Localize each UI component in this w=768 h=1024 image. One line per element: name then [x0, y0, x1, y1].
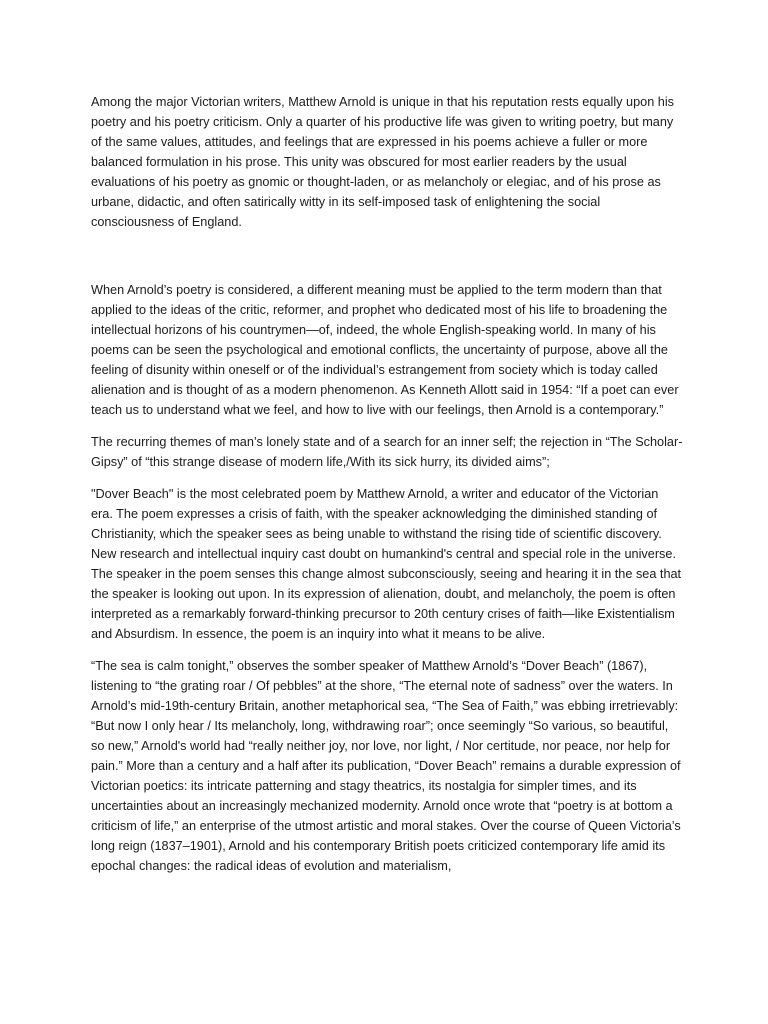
document-body [91, 92, 683, 888]
paragraph-arnold-reputation: Among the major Victorian writers, Matthew Arnold is unique in that his reputation rests equally upon his poetry and his poetry criticism. Only a quarter of his productive life was given to writing poetry, but many of the same values, attitudes, and feelings that are expressed in his poems achieve a fuller or more balanced formulation in his prose. This unity was obscured for most earlier readers by the usual evaluations of his poetry as gnomic or thought-laden, or as melancholy or elegiac, and of his prose as urbane, didactic, and often satirically witty in its self-imposed task of enlightening the social consciousness of England. [91, 95, 674, 229]
paragraph-sea-is-calm: “The sea is calm tonight,” observes the somber speaker of Matthew Arnold’s “Dover Beach” (1867), listening to “the grating roar / Of pebbles” at the shore, “The eternal note of sadness” over the waters. In Arnold’s mid-19th-century Britain, another metaphorical sea, “The Sea of Faith,” was ebbing irretrievably: “But now I only hear / Its melancholy, long, withdrawing roar”; once seemingly “So various, so beautiful, so new,” Arnold's world had “really neither joy, nor love, nor light, / Nor certitude, nor peace, nor help for pain.” More than a century and a half after its publication, “Dover Beach” remains a durable expression of Victorian poetics: its intricate patterning and stagy theatrics, its nostalgia for simpler times, and its uncertainties about an increasingly mechanized modernity. Arnold once wrote that “poetry is at bottom a criticism of life,” an enterprise of the utmost artistic and moral stakes. Over the course of Queen Victoria’s long reign (1837–1901), Arnold and his contemporary British poets criticized contemporary life amid its epochal changes: the radical ideas of evolution and materialism, [91, 659, 681, 873]
paragraph-recurring-themes: The recurring themes of man’s lonely state and of a search for an inner self; the rejection in “The Scholar-Gipsy” of “this strange disease of modern life,/With its sick hurry, its divided aims”; [91, 435, 683, 469]
paragraph-modern-meaning: When Arnold’s poetry is considered, a different meaning must be applied to the term modern than that applied to the ideas of the critic, reformer, and prophet who dedicated most of his life to broadening the intellectual horizons of his countrymen—of, indeed, the whole English-speaking world. In many of his poems can be seen the psychological and emotional conflicts, the uncertainty of purpose, above all the feeling of disunity within oneself or of the individual’s estrangement from society which is today called alienation and is thought of as a modern phenomenon. As Kenneth Allott said in 1954: “If a poet can ever teach us to understand what we feel, and how to live with our feelings, then Arnold is a contemporary.” [91, 283, 679, 417]
paragraph-dover-beach-summary: "Dover Beach" is the most celebrated poem by Matthew Arnold, a writer and educator of the Victorian era. The poem expresses a crisis of faith, with the speaker acknowledging the diminished standing of Christianity, which the speaker sees as being unable to withstand the rising tide of scientific discovery. New research and intellectual inquiry cast doubt on humankind's central and special role in the universe. The speaker in the poem senses this change almost subconsciously, seeing and hearing it in the sea that the speaker is looking out upon. In its expression of alienation, doubt, and melancholy, the poem is often interpreted as a remarkably forward-thinking precursor to 20th century crises of faith—like Existentialism and Absurdism. In essence, the poem is an inquiry into what it means to be alive. [91, 487, 682, 641]
